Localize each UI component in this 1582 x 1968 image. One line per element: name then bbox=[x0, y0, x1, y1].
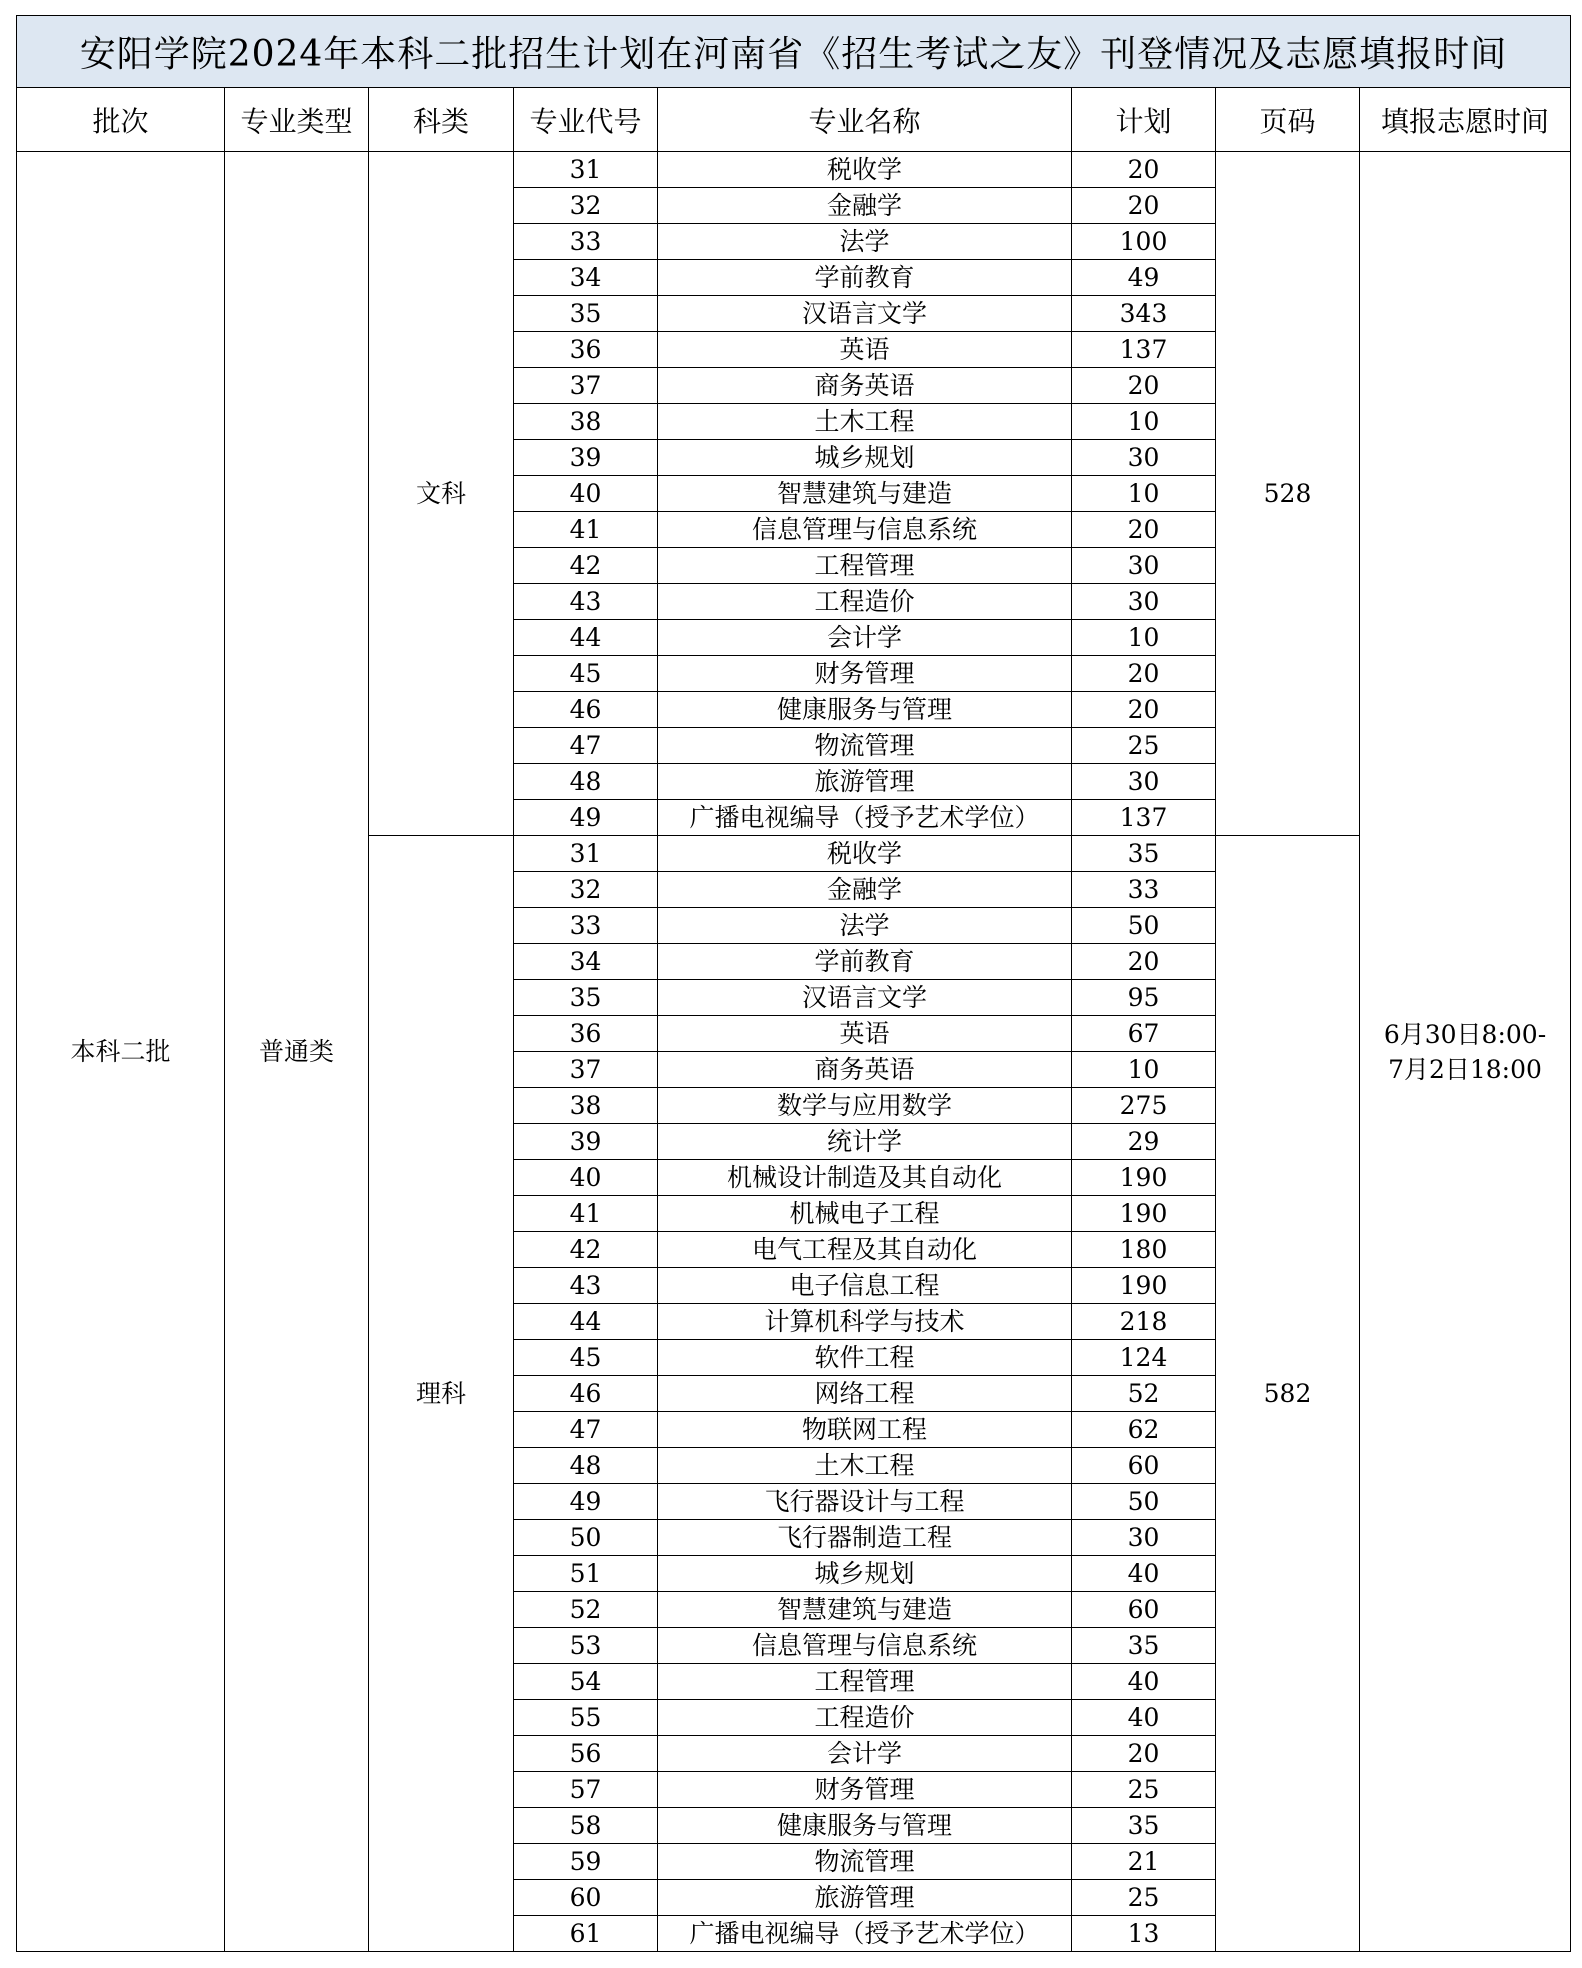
header-major-name: 专业名称 bbox=[658, 88, 1072, 152]
major-name-cell: 电子信息工程 bbox=[658, 1268, 1072, 1304]
major-name-cell: 工程管理 bbox=[658, 548, 1072, 584]
plan-cell: 40 bbox=[1072, 1664, 1216, 1700]
category-cell: 文科 bbox=[369, 152, 514, 836]
major-name-cell: 土木工程 bbox=[658, 404, 1072, 440]
major-name-cell: 旅游管理 bbox=[658, 1880, 1072, 1916]
major-code-cell: 31 bbox=[514, 836, 658, 872]
major-name-cell: 计算机科学与技术 bbox=[658, 1304, 1072, 1340]
plan-cell: 218 bbox=[1072, 1304, 1216, 1340]
major-name-cell: 智慧建筑与建造 bbox=[658, 1592, 1072, 1628]
major-name-cell: 财务管理 bbox=[658, 1772, 1072, 1808]
major-name-cell: 英语 bbox=[658, 1016, 1072, 1052]
major-name-cell: 学前教育 bbox=[658, 260, 1072, 296]
plan-cell: 60 bbox=[1072, 1592, 1216, 1628]
major-code-cell: 53 bbox=[514, 1628, 658, 1664]
major-code-cell: 34 bbox=[514, 944, 658, 980]
plan-cell: 30 bbox=[1072, 1520, 1216, 1556]
major-name-cell: 商务英语 bbox=[658, 368, 1072, 404]
major-code-cell: 46 bbox=[514, 1376, 658, 1412]
major-type-cell: 普通类 bbox=[225, 152, 369, 1952]
major-code-cell: 42 bbox=[514, 1232, 658, 1268]
major-name-cell: 机械电子工程 bbox=[658, 1196, 1072, 1232]
major-name-cell: 工程造价 bbox=[658, 584, 1072, 620]
major-name-cell: 工程造价 bbox=[658, 1700, 1072, 1736]
plan-cell: 30 bbox=[1072, 764, 1216, 800]
major-code-cell: 55 bbox=[514, 1700, 658, 1736]
major-code-cell: 46 bbox=[514, 692, 658, 728]
major-name-cell: 软件工程 bbox=[658, 1340, 1072, 1376]
header-row bbox=[17, 88, 1571, 152]
batch-cell: 本科二批 bbox=[17, 152, 225, 1952]
major-name-cell: 汉语言文学 bbox=[658, 980, 1072, 1016]
plan-cell: 25 bbox=[1072, 1772, 1216, 1808]
major-code-cell: 44 bbox=[514, 620, 658, 656]
major-code-cell: 35 bbox=[514, 296, 658, 332]
fill-time-cell bbox=[1360, 152, 1571, 1952]
plan-cell: 35 bbox=[1072, 1628, 1216, 1664]
plan-cell: 35 bbox=[1072, 1808, 1216, 1844]
major-code-cell: 33 bbox=[514, 908, 658, 944]
major-code-cell: 40 bbox=[514, 1160, 658, 1196]
major-name-cell: 金融学 bbox=[658, 188, 1072, 224]
major-code-cell: 35 bbox=[514, 980, 658, 1016]
major-name-cell: 法学 bbox=[658, 224, 1072, 260]
major-code-cell: 33 bbox=[514, 224, 658, 260]
header-plan: 计划 bbox=[1072, 88, 1216, 152]
major-name-cell: 网络工程 bbox=[658, 1376, 1072, 1412]
major-code-cell: 45 bbox=[514, 656, 658, 692]
table-body bbox=[17, 152, 1571, 1952]
major-name-cell: 物流管理 bbox=[658, 1844, 1072, 1880]
plan-cell: 21 bbox=[1072, 1844, 1216, 1880]
major-name-cell: 法学 bbox=[658, 908, 1072, 944]
major-code-cell: 47 bbox=[514, 728, 658, 764]
major-name-cell: 统计学 bbox=[658, 1124, 1072, 1160]
major-code-cell: 59 bbox=[514, 1844, 658, 1880]
major-code-cell: 40 bbox=[514, 476, 658, 512]
major-code-cell: 43 bbox=[514, 1268, 658, 1304]
admission-plan-sheet bbox=[16, 15, 1570, 1955]
table-row bbox=[17, 152, 1571, 188]
major-code-cell: 51 bbox=[514, 1556, 658, 1592]
header-major-type: 专业类型 bbox=[225, 88, 369, 152]
plan-cell: 137 bbox=[1072, 800, 1216, 836]
major-code-cell: 32 bbox=[514, 188, 658, 224]
major-code-cell: 48 bbox=[514, 764, 658, 800]
plan-cell: 50 bbox=[1072, 908, 1216, 944]
major-name-cell: 健康服务与管理 bbox=[658, 1808, 1072, 1844]
plan-cell: 29 bbox=[1072, 1124, 1216, 1160]
plan-cell: 190 bbox=[1072, 1160, 1216, 1196]
major-name-cell: 广播电视编导（授予艺术学位） bbox=[658, 800, 1072, 836]
plan-cell: 60 bbox=[1072, 1448, 1216, 1484]
plan-cell: 10 bbox=[1072, 476, 1216, 512]
plan-cell: 35 bbox=[1072, 836, 1216, 872]
plan-cell: 190 bbox=[1072, 1268, 1216, 1304]
header-category: 科类 bbox=[369, 88, 514, 152]
major-code-cell: 50 bbox=[514, 1520, 658, 1556]
major-name-cell: 飞行器制造工程 bbox=[658, 1520, 1072, 1556]
major-code-cell: 38 bbox=[514, 1088, 658, 1124]
plan-cell: 95 bbox=[1072, 980, 1216, 1016]
major-name-cell: 工程管理 bbox=[658, 1664, 1072, 1700]
major-code-cell: 48 bbox=[514, 1448, 658, 1484]
plan-cell: 100 bbox=[1072, 224, 1216, 260]
major-code-cell: 31 bbox=[514, 152, 658, 188]
major-name-cell: 土木工程 bbox=[658, 1448, 1072, 1484]
major-name-cell: 金融学 bbox=[658, 872, 1072, 908]
major-name-cell: 物联网工程 bbox=[658, 1412, 1072, 1448]
plan-cell: 20 bbox=[1072, 1736, 1216, 1772]
plan-cell: 30 bbox=[1072, 440, 1216, 476]
plan-cell: 25 bbox=[1072, 728, 1216, 764]
plan-cell: 20 bbox=[1072, 656, 1216, 692]
plan-cell: 40 bbox=[1072, 1556, 1216, 1592]
major-name-cell: 健康服务与管理 bbox=[658, 692, 1072, 728]
plan-cell: 124 bbox=[1072, 1340, 1216, 1376]
major-name-cell: 信息管理与信息系统 bbox=[658, 1628, 1072, 1664]
major-code-cell: 36 bbox=[514, 332, 658, 368]
major-name-cell: 飞行器设计与工程 bbox=[658, 1484, 1072, 1520]
major-name-cell: 财务管理 bbox=[658, 656, 1072, 692]
major-code-cell: 43 bbox=[514, 584, 658, 620]
major-name-cell: 商务英语 bbox=[658, 1052, 1072, 1088]
major-code-cell: 34 bbox=[514, 260, 658, 296]
plan-cell: 30 bbox=[1072, 548, 1216, 584]
major-code-cell: 61 bbox=[514, 1916, 658, 1952]
page-cell: 582 bbox=[1216, 836, 1360, 1952]
major-code-cell: 39 bbox=[514, 1124, 658, 1160]
plan-cell: 49 bbox=[1072, 260, 1216, 296]
major-code-cell: 52 bbox=[514, 1592, 658, 1628]
plan-cell: 30 bbox=[1072, 584, 1216, 620]
major-name-cell: 物流管理 bbox=[658, 728, 1072, 764]
major-code-cell: 42 bbox=[514, 548, 658, 584]
plan-cell: 20 bbox=[1072, 188, 1216, 224]
plan-cell: 190 bbox=[1072, 1196, 1216, 1232]
major-code-cell: 41 bbox=[514, 512, 658, 548]
category-cell: 理科 bbox=[369, 836, 514, 1952]
header-major-code: 专业代号 bbox=[514, 88, 658, 152]
major-name-cell: 会计学 bbox=[658, 620, 1072, 656]
plan-cell: 25 bbox=[1072, 1880, 1216, 1916]
major-name-cell: 汉语言文学 bbox=[658, 296, 1072, 332]
page-cell: 528 bbox=[1216, 152, 1360, 836]
major-code-cell: 58 bbox=[514, 1808, 658, 1844]
major-code-cell: 39 bbox=[514, 440, 658, 476]
major-code-cell: 49 bbox=[514, 800, 658, 836]
plan-cell: 40 bbox=[1072, 1700, 1216, 1736]
table-title: 安阳学院2024年本科二批招生计划在河南省《招生考试之友》刊登情况及志愿填报时间 bbox=[17, 16, 1571, 88]
plan-cell: 20 bbox=[1072, 944, 1216, 980]
major-code-cell: 45 bbox=[514, 1340, 658, 1376]
plan-cell: 20 bbox=[1072, 512, 1216, 548]
plan-cell: 10 bbox=[1072, 404, 1216, 440]
major-name-cell: 广播电视编导（授予艺术学位） bbox=[658, 1916, 1072, 1952]
major-code-cell: 49 bbox=[514, 1484, 658, 1520]
plan-cell: 13 bbox=[1072, 1916, 1216, 1952]
major-code-cell: 44 bbox=[514, 1304, 658, 1340]
plan-cell: 343 bbox=[1072, 296, 1216, 332]
major-name-cell: 城乡规划 bbox=[658, 440, 1072, 476]
major-code-cell: 57 bbox=[514, 1772, 658, 1808]
plan-cell: 275 bbox=[1072, 1088, 1216, 1124]
major-name-cell: 机械设计制造及其自动化 bbox=[658, 1160, 1072, 1196]
major-code-cell: 37 bbox=[514, 368, 658, 404]
major-code-cell: 36 bbox=[514, 1016, 658, 1052]
major-code-cell: 41 bbox=[514, 1196, 658, 1232]
major-name-cell: 税收学 bbox=[658, 836, 1072, 872]
major-code-cell: 54 bbox=[514, 1664, 658, 1700]
plan-cell: 50 bbox=[1072, 1484, 1216, 1520]
plan-cell: 10 bbox=[1072, 1052, 1216, 1088]
major-name-cell: 信息管理与信息系统 bbox=[658, 512, 1072, 548]
major-name-cell: 会计学 bbox=[658, 1736, 1072, 1772]
major-code-cell: 38 bbox=[514, 404, 658, 440]
major-name-cell: 智慧建筑与建造 bbox=[658, 476, 1072, 512]
plan-cell: 67 bbox=[1072, 1016, 1216, 1052]
major-name-cell: 旅游管理 bbox=[658, 764, 1072, 800]
major-name-cell: 学前教育 bbox=[658, 944, 1072, 980]
major-code-cell: 32 bbox=[514, 872, 658, 908]
major-name-cell: 英语 bbox=[658, 332, 1072, 368]
major-code-cell: 37 bbox=[514, 1052, 658, 1088]
admission-plan-table bbox=[16, 15, 1571, 1952]
plan-cell: 52 bbox=[1072, 1376, 1216, 1412]
plan-cell: 180 bbox=[1072, 1232, 1216, 1268]
major-name-cell: 电气工程及其自动化 bbox=[658, 1232, 1072, 1268]
major-code-cell: 47 bbox=[514, 1412, 658, 1448]
plan-cell: 20 bbox=[1072, 692, 1216, 728]
header-fill-time: 填报志愿时间 bbox=[1360, 88, 1571, 152]
plan-cell: 33 bbox=[1072, 872, 1216, 908]
major-name-cell: 城乡规划 bbox=[658, 1556, 1072, 1592]
header-page: 页码 bbox=[1216, 88, 1360, 152]
major-name-cell: 数学与应用数学 bbox=[658, 1088, 1072, 1124]
fill-time-end: 7月2日18:00 bbox=[1388, 1054, 1542, 1084]
fill-time-start: 6月30日8:00- bbox=[1383, 1019, 1547, 1049]
plan-cell: 137 bbox=[1072, 332, 1216, 368]
plan-cell: 20 bbox=[1072, 368, 1216, 404]
major-name-cell: 税收学 bbox=[658, 152, 1072, 188]
major-code-cell: 56 bbox=[514, 1736, 658, 1772]
major-code-cell: 60 bbox=[514, 1880, 658, 1916]
plan-cell: 62 bbox=[1072, 1412, 1216, 1448]
plan-cell: 10 bbox=[1072, 620, 1216, 656]
plan-cell: 20 bbox=[1072, 152, 1216, 188]
header-batch: 批次 bbox=[17, 88, 225, 152]
